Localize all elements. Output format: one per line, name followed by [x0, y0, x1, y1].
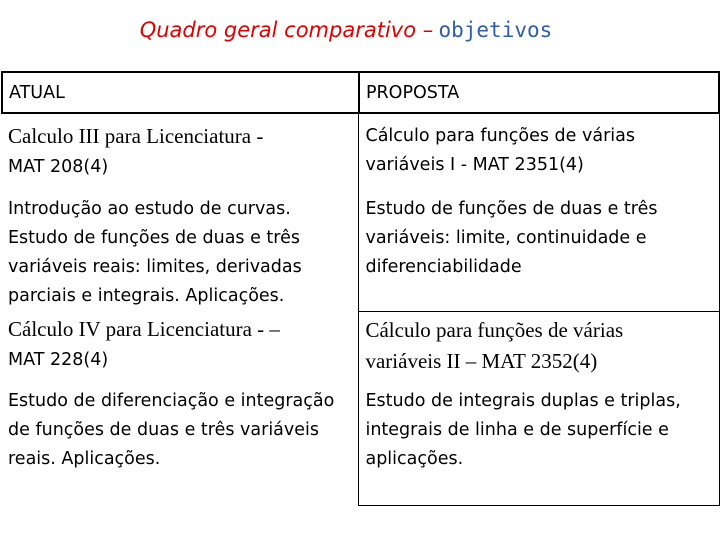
table-row — [2, 113, 719, 195]
course-atual-2 — [2, 311, 359, 383]
table-row — [2, 383, 719, 505]
title-objetivos: objetivos — [438, 18, 553, 42]
course-proposta-1 — [359, 113, 719, 195]
table-row — [2, 195, 719, 311]
course-code: MAT 208(4) — [8, 157, 109, 177]
header-atual: ATUAL — [2, 72, 359, 113]
course-code: MAT 228(4) — [8, 350, 109, 370]
description-proposta-2: Estudo de integrais duplas e triplas, integrais de linha e de superfície e aplicações. — [359, 383, 719, 505]
header-row — [2, 72, 719, 113]
course-proposta-2 — [359, 311, 719, 383]
course-name: Cálculo para funções de várias — [365, 126, 635, 146]
course-name: Calculo III para Licenciatura - — [8, 124, 264, 148]
course-code: variáveis I - MAT 2351(4) — [365, 155, 584, 175]
course-name: Cálculo IV para Licenciatura - – — [8, 317, 280, 341]
course-code: variáveis II – MAT 2352(4) — [365, 348, 598, 373]
slide-title — [0, 18, 692, 43]
header-proposta: PROPOSTA — [359, 72, 719, 113]
table-row — [2, 311, 719, 383]
description-proposta-1: Estudo de funções de duas e três variáveis: limite, continuidade e diferenciabilidade — [359, 195, 719, 311]
description-atual-1: Introdução ao estudo de curvas. Estudo de funções de duas e três variáveis reais: limites, derivadas parciais e integrais. Aplicações. — [8, 199, 302, 306]
title-main: Quadro geral comparativo – — [139, 18, 434, 42]
course-name: Cálculo para funções de várias — [365, 317, 624, 342]
description-atual-2: Estudo de diferenciação e integração de funções de duas e três variáveis reais. Aplicações. — [8, 391, 335, 469]
comparison-table — [1, 71, 720, 506]
course-atual-1 — [2, 113, 359, 195]
